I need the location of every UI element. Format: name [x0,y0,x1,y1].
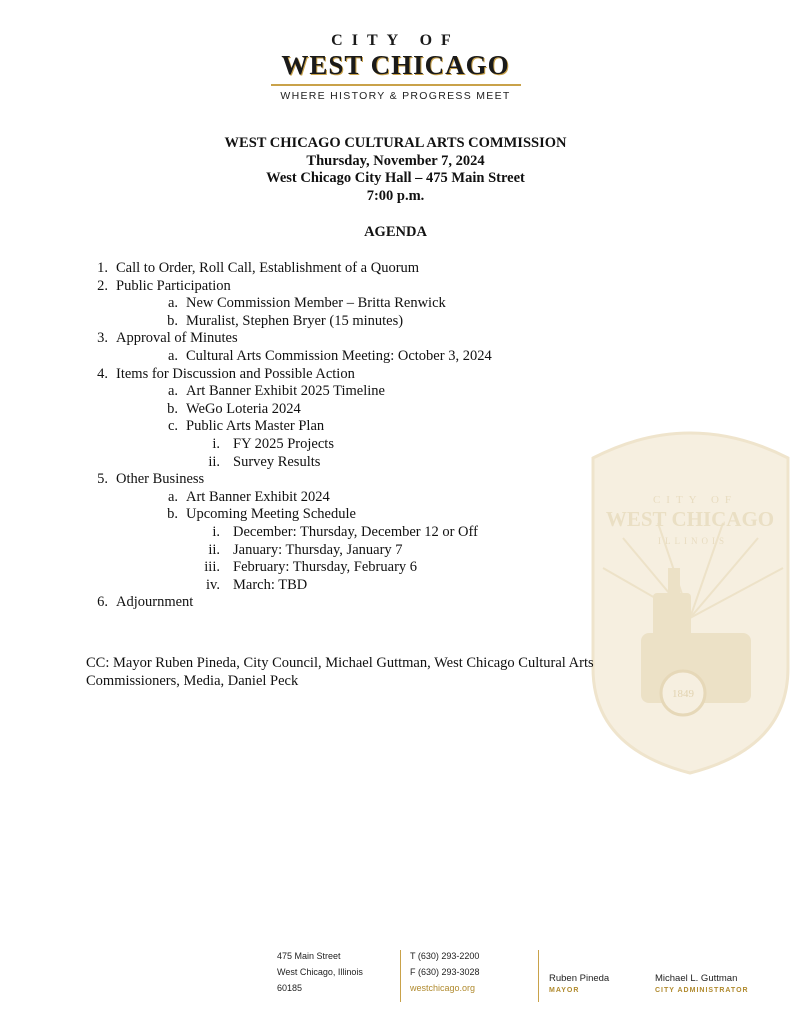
agenda-item [0,594,600,612]
item-text: Muralist, Stephen Bryer (15 minutes) [186,312,404,329]
address-line: West Chicago, Illinois [277,967,363,977]
agenda-subsubitem [0,524,600,542]
agenda-subitem [0,313,600,331]
item-text: December: Thursday, December 12 or Off [233,523,478,540]
item-text: WeGo Loteria 2024 [186,400,301,417]
item-number: 6. [97,594,108,611]
agenda-subsubitem [0,577,600,595]
item-text: February: Thursday, February 6 [233,559,418,576]
cc-line: Commissioners, Media, Daniel Peck [86,673,299,689]
agenda-item [0,278,600,296]
watermark-seal [583,418,791,778]
item-text: FY 2025 Projects [233,435,334,452]
agenda-item [0,366,600,384]
heading-org: WEST CHICAGO CULTURAL ARTS COMMISSION [224,135,567,151]
item-number: i. [212,435,220,452]
address-line: 475 Main Street [277,951,341,961]
address-line: 60185 [277,983,303,993]
item-number: 2. [97,277,108,294]
item-text: Survey Results [233,453,321,470]
website-link[interactable]: westchicago.org [410,983,476,993]
heading-time: 7:00 p.m. [366,187,425,204]
agenda-list [0,260,600,612]
item-text: Call to Order, Roll Call, Establishment of a Quorum [116,260,420,276]
logo-city-name: WEST CHICAGO [281,50,510,80]
item-number: a. [167,383,178,400]
agenda-subsubitem [0,436,600,454]
agenda-subsubitem [0,542,600,560]
agenda-subitem [0,383,600,401]
item-text: Public Participation [116,277,231,294]
item-text: Public Arts Master Plan [186,418,325,435]
item-number: 3. [97,330,108,347]
footer-mayor [549,972,609,996]
fax-number: F (630) 293-3028 [410,967,480,977]
item-text: Approval of Minutes [116,330,238,347]
agenda-subitem [0,295,600,313]
item-number: a. [167,488,178,505]
item-text: March: TBD [233,576,308,593]
item-number: i. [212,523,220,540]
cc-line: CC: Mayor Ruben Pineda, City Council, Michael Guttman, West Chicago Cultural Arts [86,655,594,671]
agenda-subitem [0,401,600,419]
agenda-subsubitem [0,454,600,472]
item-number: iii. [204,559,220,576]
agenda-subitem [0,506,600,524]
agenda-item [0,471,600,489]
heading-location: West Chicago City Hall – 475 Main Street [266,170,525,186]
item-number: b. [167,506,178,523]
footer-contact [410,948,480,996]
mayor-name: Ruben Pineda [549,973,610,984]
meeting-heading [0,135,791,205]
agenda-subitem [0,348,600,366]
administrator-name: Michael L. Guttman [655,973,738,984]
administrator-role: CITY ADMINISTRATOR [655,987,749,994]
agenda-subsubitem [0,559,600,577]
item-number: b. [167,400,178,417]
item-number: b. [167,312,178,329]
item-number: 5. [97,471,108,488]
agenda-subitem [0,418,600,436]
agenda-item [0,260,600,278]
phone-number: T (630) 293-2200 [410,951,480,961]
item-number: 4. [97,365,108,382]
item-text: Cultural Arts Commission Meeting: October 3, 2024 [186,347,492,364]
city-logo [0,32,791,86]
logo-rule [271,84,521,86]
footer-address [277,948,363,996]
item-text: New Commission Member – Britta Renwick [186,295,446,312]
watermark-city-of: CITY OF [652,494,738,506]
mayor-role: MAYOR [549,987,580,994]
agenda-title: AGENDA [364,224,427,240]
item-number: iv. [206,576,220,593]
item-number: a. [167,347,178,364]
heading-date: Thursday, November 7, 2024 [306,152,485,169]
item-text: Art Banner Exhibit 2025 Timeline [186,383,385,400]
agenda-subitem [0,489,600,507]
item-number: ii. [208,541,220,558]
item-text: Art Banner Exhibit 2024 [186,488,330,505]
item-number: ii. [208,453,220,470]
item-text: Other Business [116,471,205,488]
footer-administrator [655,972,749,996]
item-text: Adjournment [116,594,194,611]
item-number: c. [167,418,178,435]
item-text: Items for Discussion and Possible Action [116,365,355,382]
item-number: 1. [97,260,108,276]
footer-divider [400,950,401,1002]
letterhead-footer [0,948,791,1008]
item-number: a. [167,295,178,312]
tagline: WHERE HISTORY & PROGRESS MEET [280,90,511,102]
agenda-item [0,330,600,348]
logo-city-of: CITY OF [331,32,460,49]
watermark-state: ILLINOIS [658,536,728,546]
item-text: Upcoming Meeting Schedule [186,506,356,523]
watermark-city-name: WEST CHICAGO [605,507,775,531]
cc-distribution [86,654,666,690]
watermark-year: 1849 [672,688,694,700]
item-text: January: Thursday, January 7 [233,541,403,558]
footer-divider [538,950,539,1002]
